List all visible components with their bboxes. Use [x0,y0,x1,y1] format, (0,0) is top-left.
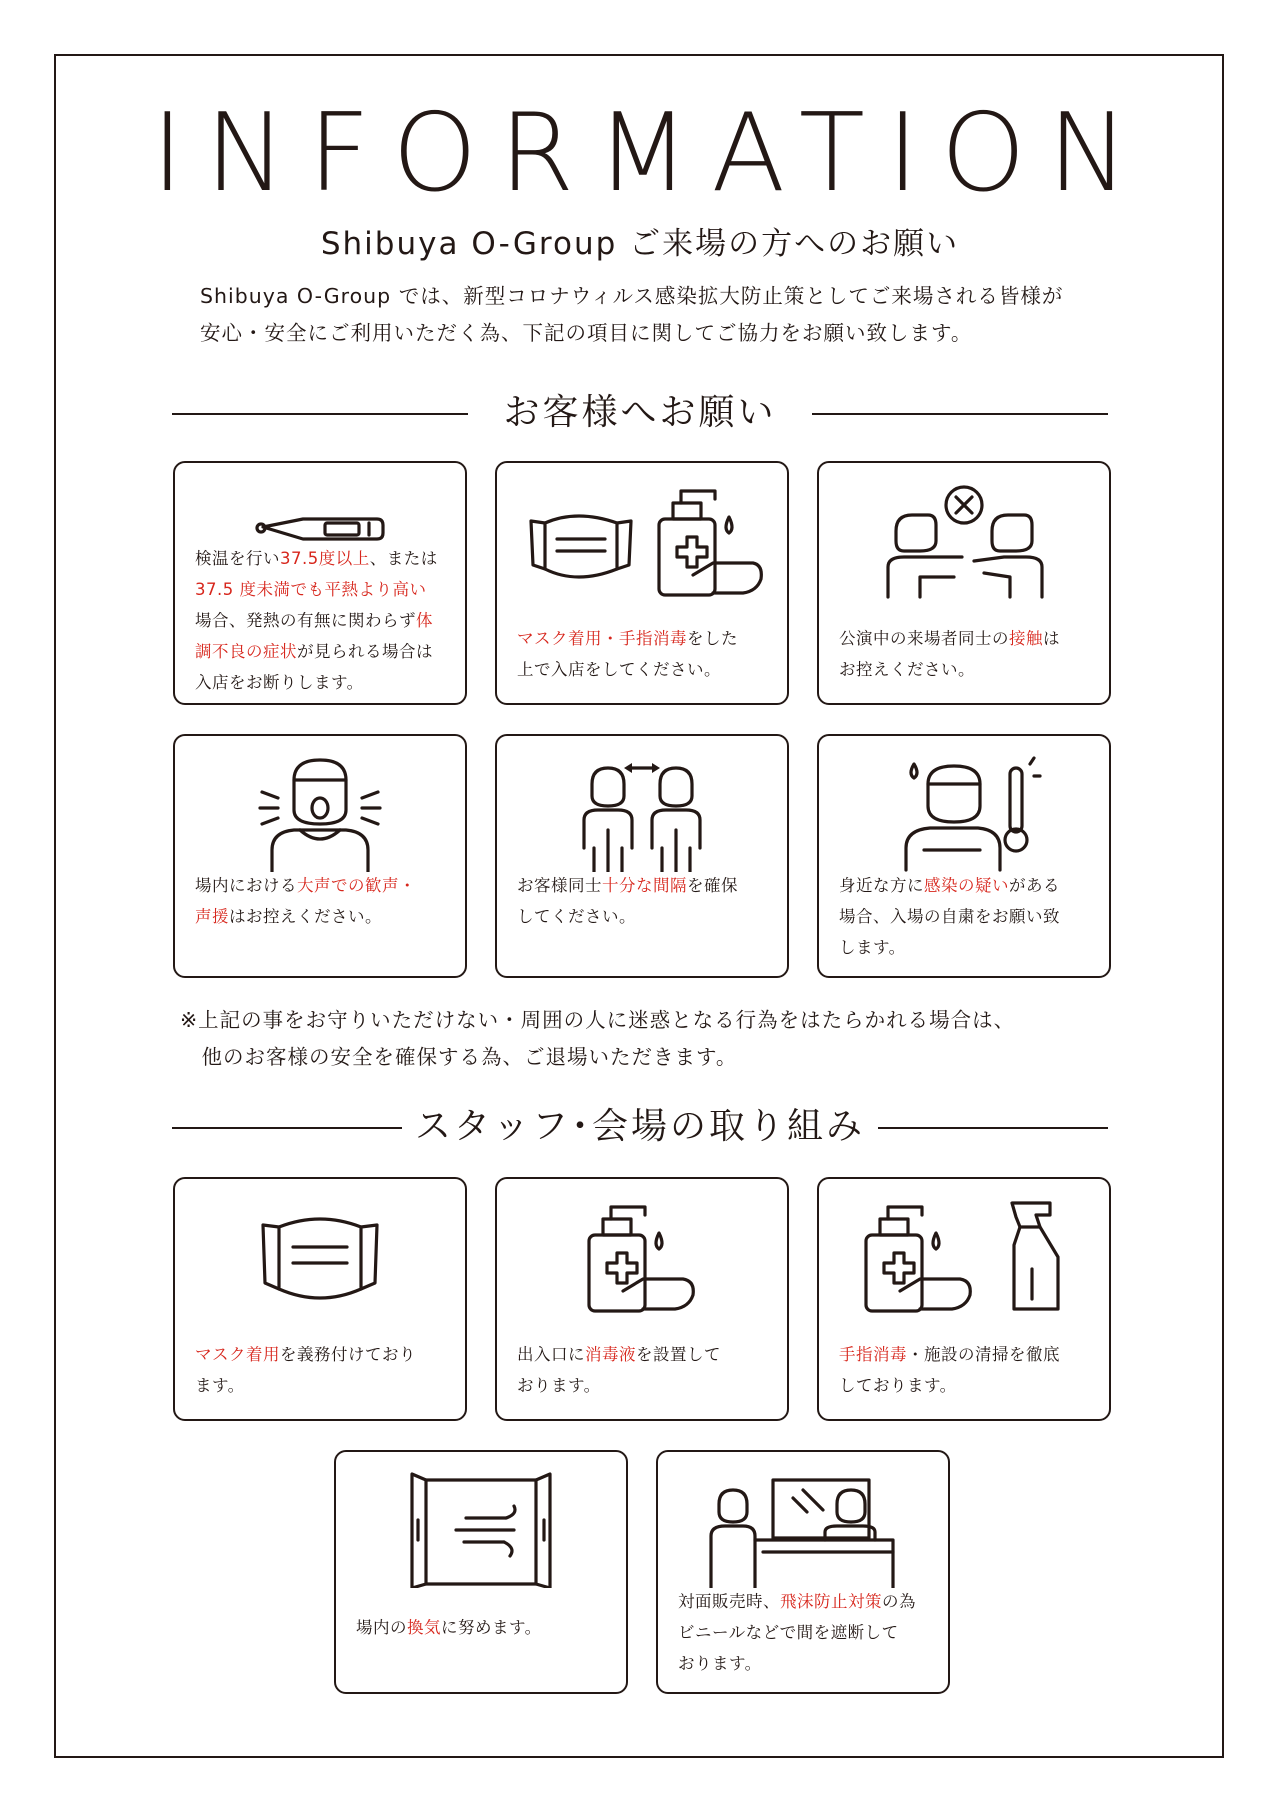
card-text-segment: はお控えください。 [229,907,382,926]
card-text [356,1612,612,1643]
section-heading-customers [172,388,1108,438]
highlight-text: 体 調不良の症状 [195,611,433,661]
ventilation-icon [336,1470,626,1588]
card-distance [495,734,789,978]
warning-note: ※上記の事をお守りいただけない・周囲の人に迷惑となる行為をはたらかれる場合は、 他のお客様の安全を確保する為、ご退場いただきます。 [180,1008,1016,1069]
highlight-text: 飛沫防止対策 [780,1592,882,1611]
card-text-segment: 身近な方に [839,876,924,895]
mask-icon [175,1197,465,1315]
card-text [839,870,1095,963]
heading-rule-right [878,1127,1108,1129]
highlight-text: 十分な間隔 [602,876,687,895]
page-subtitle: Shibuya O-Group ご来場の方へのお願い [320,226,960,262]
card-text [839,1339,1095,1401]
card-text-segment: をした 上で入店をしてください。 [517,629,738,679]
card-text-segment: 検温を行い [195,549,280,568]
card-text-segment: の為 ビニールなどで間を遮断して おります。 [678,1592,916,1673]
card-text-segment: お客様同士 [517,876,602,895]
card-text [517,1339,773,1401]
sanitizer-and-spray-icon [819,1197,1109,1315]
section-heading-staff-label: スタッフ･会場の取り組み [414,1106,865,1147]
card-text-segment: がある 場合、入場の自粛をお願い致 します。 [839,876,1060,957]
mask-and-sanitizer-icon [497,481,787,599]
card-text-segment: を確保 してください。 [517,876,738,926]
card-text [839,623,1095,685]
card-no-shouting [173,734,467,978]
card-text-segment: 場内における [195,876,297,895]
highlight-text: 換気 [407,1618,441,1637]
highlight-text: 大声での歓声・ 声援 [195,876,416,926]
highlight-text: 37.5度以上 [280,549,370,568]
card-no-contact [817,461,1111,705]
card-text-segment: 場合、発熱の有無に関わらず [195,611,416,630]
highlight-text: 37.5 度未満でも平熱より高い [195,580,427,599]
section-heading-customers-label: お客様へお願い [503,392,777,433]
card-text-segment: 出入口に [517,1345,585,1364]
card-text-segment: 、または [369,549,438,568]
card-text-segment: ・施設の清掃を徹底 しております。 [839,1345,1060,1395]
intro-text [200,278,1100,352]
highlight-text: マスク着用 [195,1345,280,1364]
no-contact-icon [819,481,1109,599]
card-staff-cleaning [817,1177,1111,1421]
card-partition [656,1450,950,1694]
sick-person-icon [819,754,1109,872]
highlight-text: 消毒液 [585,1345,636,1364]
card-text-segment: を設置して おります。 [517,1345,721,1395]
card-temperature-check [173,461,467,705]
card-text [517,870,773,932]
card-text-segment: に努めます。 [441,1618,542,1637]
highlight-text: 手指消毒 [839,1345,907,1364]
card-text [678,1586,934,1679]
shouting-person-icon [175,754,465,872]
card-text [517,623,773,685]
intro-text-content: Shibuya O-Group では、新型コロナウィルス感染拡大防止策としてご来場される皆様が 安心・安全にご利用いただく為、下記の項目に関してご協力をお願い致します。 [200,284,1064,345]
card-text-segment: は お控えください。 [839,629,1060,679]
page-title: INFORMATION [151,91,1151,216]
sanitizer-icon [497,1197,787,1315]
card-text-segment: 公演中の来場者同士の [839,629,1009,648]
card-ventilation [334,1450,628,1694]
highlight-text: 接触 [1009,629,1043,648]
card-text [195,1339,451,1401]
card-text-segment: 対面販売時、 [678,1592,780,1611]
card-staff-sanitizer [495,1177,789,1421]
card-text [195,870,451,932]
heading-rule-right [812,413,1108,415]
card-staff-mask [173,1177,467,1421]
card-text-segment: 場内の [356,1618,407,1637]
highlight-text: マスク着用・手指消毒 [517,629,687,648]
card-mask-sanitize [495,461,789,705]
section-heading-staff [172,1102,1108,1152]
social-distance-icon [497,754,787,872]
card-text [195,543,451,698]
card-text-segment: が見られる場合は 入店をお断りします。 [195,642,433,692]
highlight-text: 感染の疑い [924,876,1009,895]
partition-counter-icon [658,1470,948,1588]
card-suspected-infection [817,734,1111,978]
card-text-segment: を義務付けており ます。 [195,1345,416,1395]
